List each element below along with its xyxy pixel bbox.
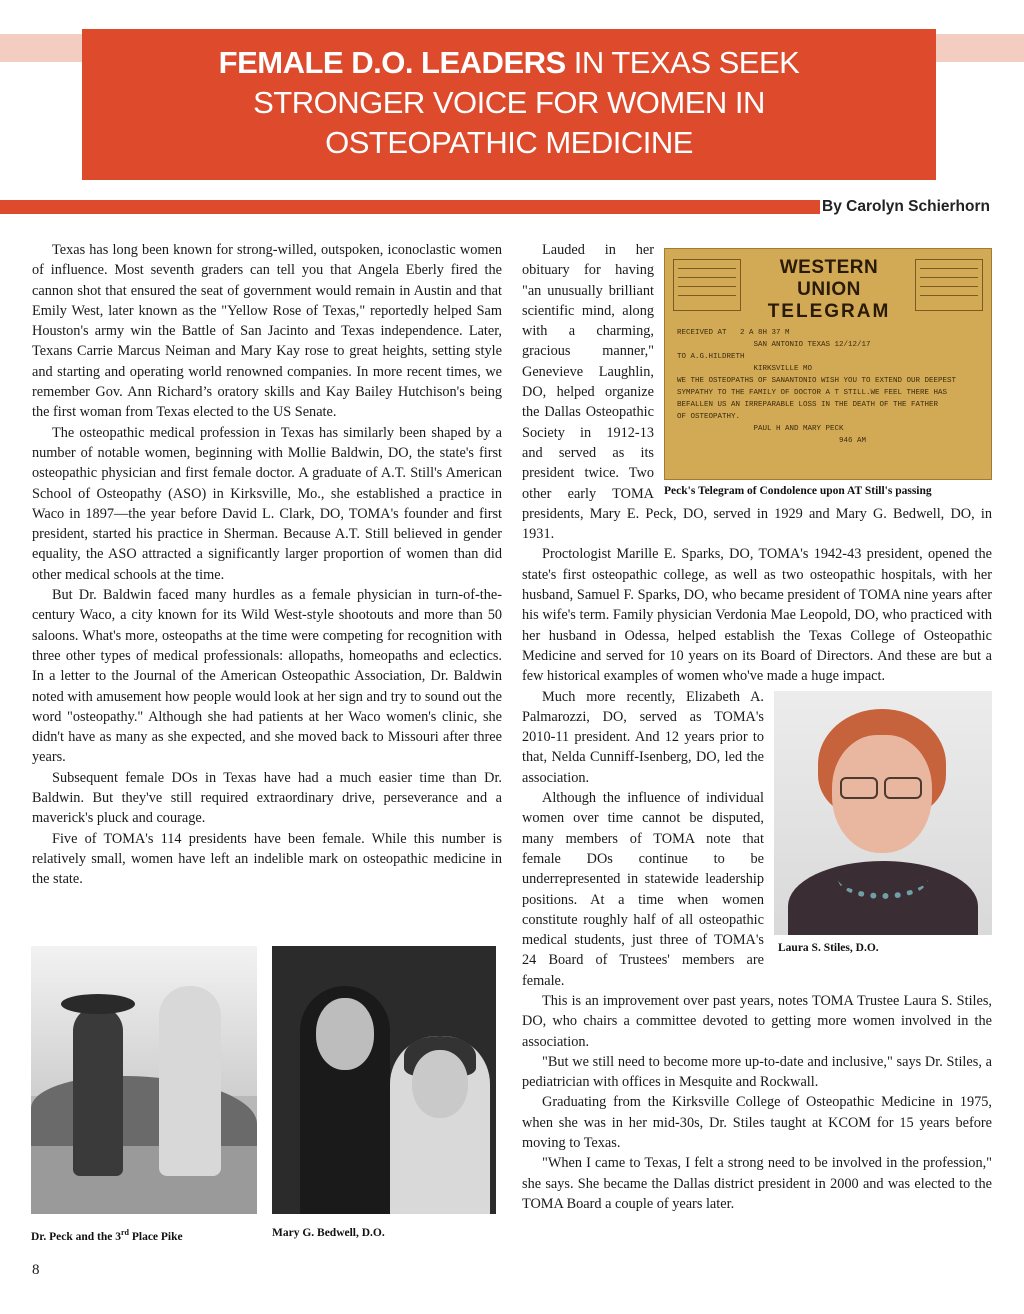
byline-bar: [0, 200, 820, 214]
telegram-line: TO A.G.HILDRETH: [677, 353, 745, 361]
paragraph: "When I came to Texas, I felt a strong need to be involved in the profession," she says. She became the Dallas district president in 2000 and was elected to the TOMA Board a couple of years later.: [522, 1155, 992, 1212]
byline: By Carolyn Schierhorn: [822, 198, 990, 215]
paragraph: This is an improvement over past years, notes TOMA Trustee Laura S. Stiles, DO, who chairs a committee devoted to getting more women involved in the association.: [522, 992, 992, 1050]
telegram-line: PAUL H AND MARY PECK: [677, 425, 844, 433]
headline-line-2: STRONGER VOICE FOR WOMEN IN: [253, 85, 765, 120]
telegram-line: 946 AM: [677, 437, 867, 445]
paragraph: Much more recently, Elizabeth A. Palmarozzi, DO, served as TOMA's 2010-11 president. And 12 years prior to that, Nelda Cunniff-Isenberg, DO, led the association.: [522, 688, 764, 786]
stiles-photo: [774, 691, 992, 935]
telegram-line: RECEIVED AT 2 A 8H 37 M: [677, 329, 790, 337]
paragraph: Lauded in her obituary for having "an unusually brilliant scientific mind, along with a charming, gracious manner," Genevieve Laughlin, DO, helped organize the Dallas Osteopathic Society in 1912-13 and served as its president twice. Two other early TOMA presidents, Mary E. Peck, DO, served in 1929 and Mary G. Bedwell, DO, in 1931.: [522, 242, 992, 543]
paragraph: Five of TOMA's 114 presidents have been female. While this number is relatively small, women have left an indelible mark on osteopathic medicine in the state.: [32, 830, 502, 888]
stiles-figure: [774, 691, 992, 955]
telegram-brand-1: WESTERN UNION: [779, 257, 879, 300]
telegram-logo: [749, 257, 909, 323]
page-number: 8: [32, 1262, 40, 1278]
left-column: [32, 240, 502, 890]
paragraph: Graduating from the Kirksville College of Osteopathic Medicine in 1975, when she was in her mid-30s, Dr. Stiles taught at KCOM for 15 years before moving to Texas.: [522, 1094, 992, 1152]
telegram-message: [677, 327, 977, 447]
telegram-image: [664, 248, 992, 480]
headline-bold: FEMALE D.O. LEADERS: [218, 45, 566, 80]
paragraph: The osteopathic medical profession in Texas has similarly been shaped by a number of notable women, beginning with Mollie Baldwin, DO, the state's first osteopathic physician and first female doctor. A graduate of A.T. Still's American School of Osteopathy (ASO) in Kirksville, Mo., she established a practice in Waco in 1897—the year before David L. Clark, DO, TOMA's founder and first president, started his practice in Sherman. Because A.T. Still believed in gender equality, the ASO attracted a significantly larger proportion of women than did other medical schools at the time.: [32, 424, 502, 583]
telegram-line: OF OSTEOPATHY.: [677, 413, 741, 421]
telegram-line: SYMPATHY TO THE FAMILY OF DOCTOR A T STILL.WE FEEL THERE HAS: [677, 389, 948, 397]
telegram-caption: Peck's Telegram of Condolence upon AT Still's passing: [664, 485, 932, 497]
bedwell-caption: Mary G. Bedwell, D.O.: [272, 1227, 385, 1239]
telegram-line: WE THE OSTEOPATHS OF SANANTONIO WISH YOU TO EXTEND OUR DEEPEST: [677, 377, 957, 385]
telegram-line: BEFALLEN US AN IRREPARABLE LOSS IN THE DEATH OF THE FATHER: [677, 401, 939, 409]
bedwell-photo: [272, 946, 496, 1214]
telegram-class-box-left: [673, 259, 741, 311]
telegram-class-box-right: [915, 259, 983, 311]
stiles-caption: Laura S. Stiles, D.O.: [778, 941, 879, 954]
telegram-line: KIRKSVILLE MO: [677, 365, 813, 373]
paragraph: Subsequent female DOs in Texas have had a much easier time than Dr. Baldwin. But they've still required extraordinary drive, perseverance and a maverick's pluck and courage.: [32, 769, 502, 827]
paragraph: But Dr. Baldwin faced many hurdles as a female physician in turn-of-the-century Waco, a city known for its Wild West-style shootouts and more than 50 saloons. What's more, osteopaths at the time were competing for recognition with three other types of medical professionals: allopaths, homeopaths and eclectics. In a letter to the Journal of the American Osteopathic Association, Dr. Baldwin noted with amusement how people would look at her sign and try to sound out the word "osteopathy." Although she had patients at her Waco women's clinic, she didn't have as many as she expected, and she moved back to Missouri after three years.: [32, 587, 502, 766]
paragraph: Although the influence of individual women over time cannot be disputed, many members of TOMA note that female DOs continue to be underrepresented in statewide leadership positions. At a time when women constitute roughly half of all osteopathic medical students, just three of TOMA's 24 Board of Trustees' members are female.: [522, 790, 764, 989]
peck-pike-caption: Dr. Peck and the 3rd Place Pike: [31, 1228, 183, 1243]
paragraph: Proctologist Marille E. Sparks, DO, TOMA's 1942-43 president, opened the state's first osteopathic college, as well as two osteopathic hospitals, with her husband, Samuel F. Sparks, DO, who became president of TOMA nine years after his wife's term. Family physician Verdonia Mae Leopold, DO, who practiced with her husband in Odessa, helped establish the Texas College of Osteopathic Medicine and served for 10 years on its Board of Directors. And these are but a few historical examples of women who've made a huge impact.: [522, 546, 992, 685]
peck-pike-photo: [31, 946, 257, 1214]
headline-line-1: [82, 43, 936, 83]
right-column: [522, 240, 992, 1214]
headline-rest: IN TEXAS SEEK: [565, 45, 800, 80]
paragraph: "But we still need to become more up-to-date and inclusive," says Dr. Stiles, a pediatrician with offices in Mesquite and Rockwall.: [522, 1053, 992, 1091]
headline-line-3: OSTEOPATHIC MEDICINE: [325, 125, 693, 160]
paragraph: Texas has long been known for strong-willed, outspoken, iconoclastic women of influence. Most seventh graders can tell you that Angela Eberly fired the cannon shot that ensured the seat of government would remain in Austin and that Emily West, later known as the "Yellow Rose of Texas," reportedly helped Sam Houston's army win the Battle of San Jacinto and Texas independence. Later, Texans Carrie Marcus Neiman and Mary Kay rose to great heights, setting style and starting and operating world renowned companies. In more recent times, we remember Gov. Ann Richard’s oratory skills and Kay Bailey Hutchison's being the first woman from Texas elected to the US Senate.: [32, 242, 502, 421]
telegram-figure: [664, 248, 992, 498]
title-banner: [82, 29, 936, 180]
telegram-brand-2: TELEGRAM: [767, 301, 891, 322]
telegram-line: SAN ANTONIO TEXAS 12/12/17: [677, 341, 871, 349]
